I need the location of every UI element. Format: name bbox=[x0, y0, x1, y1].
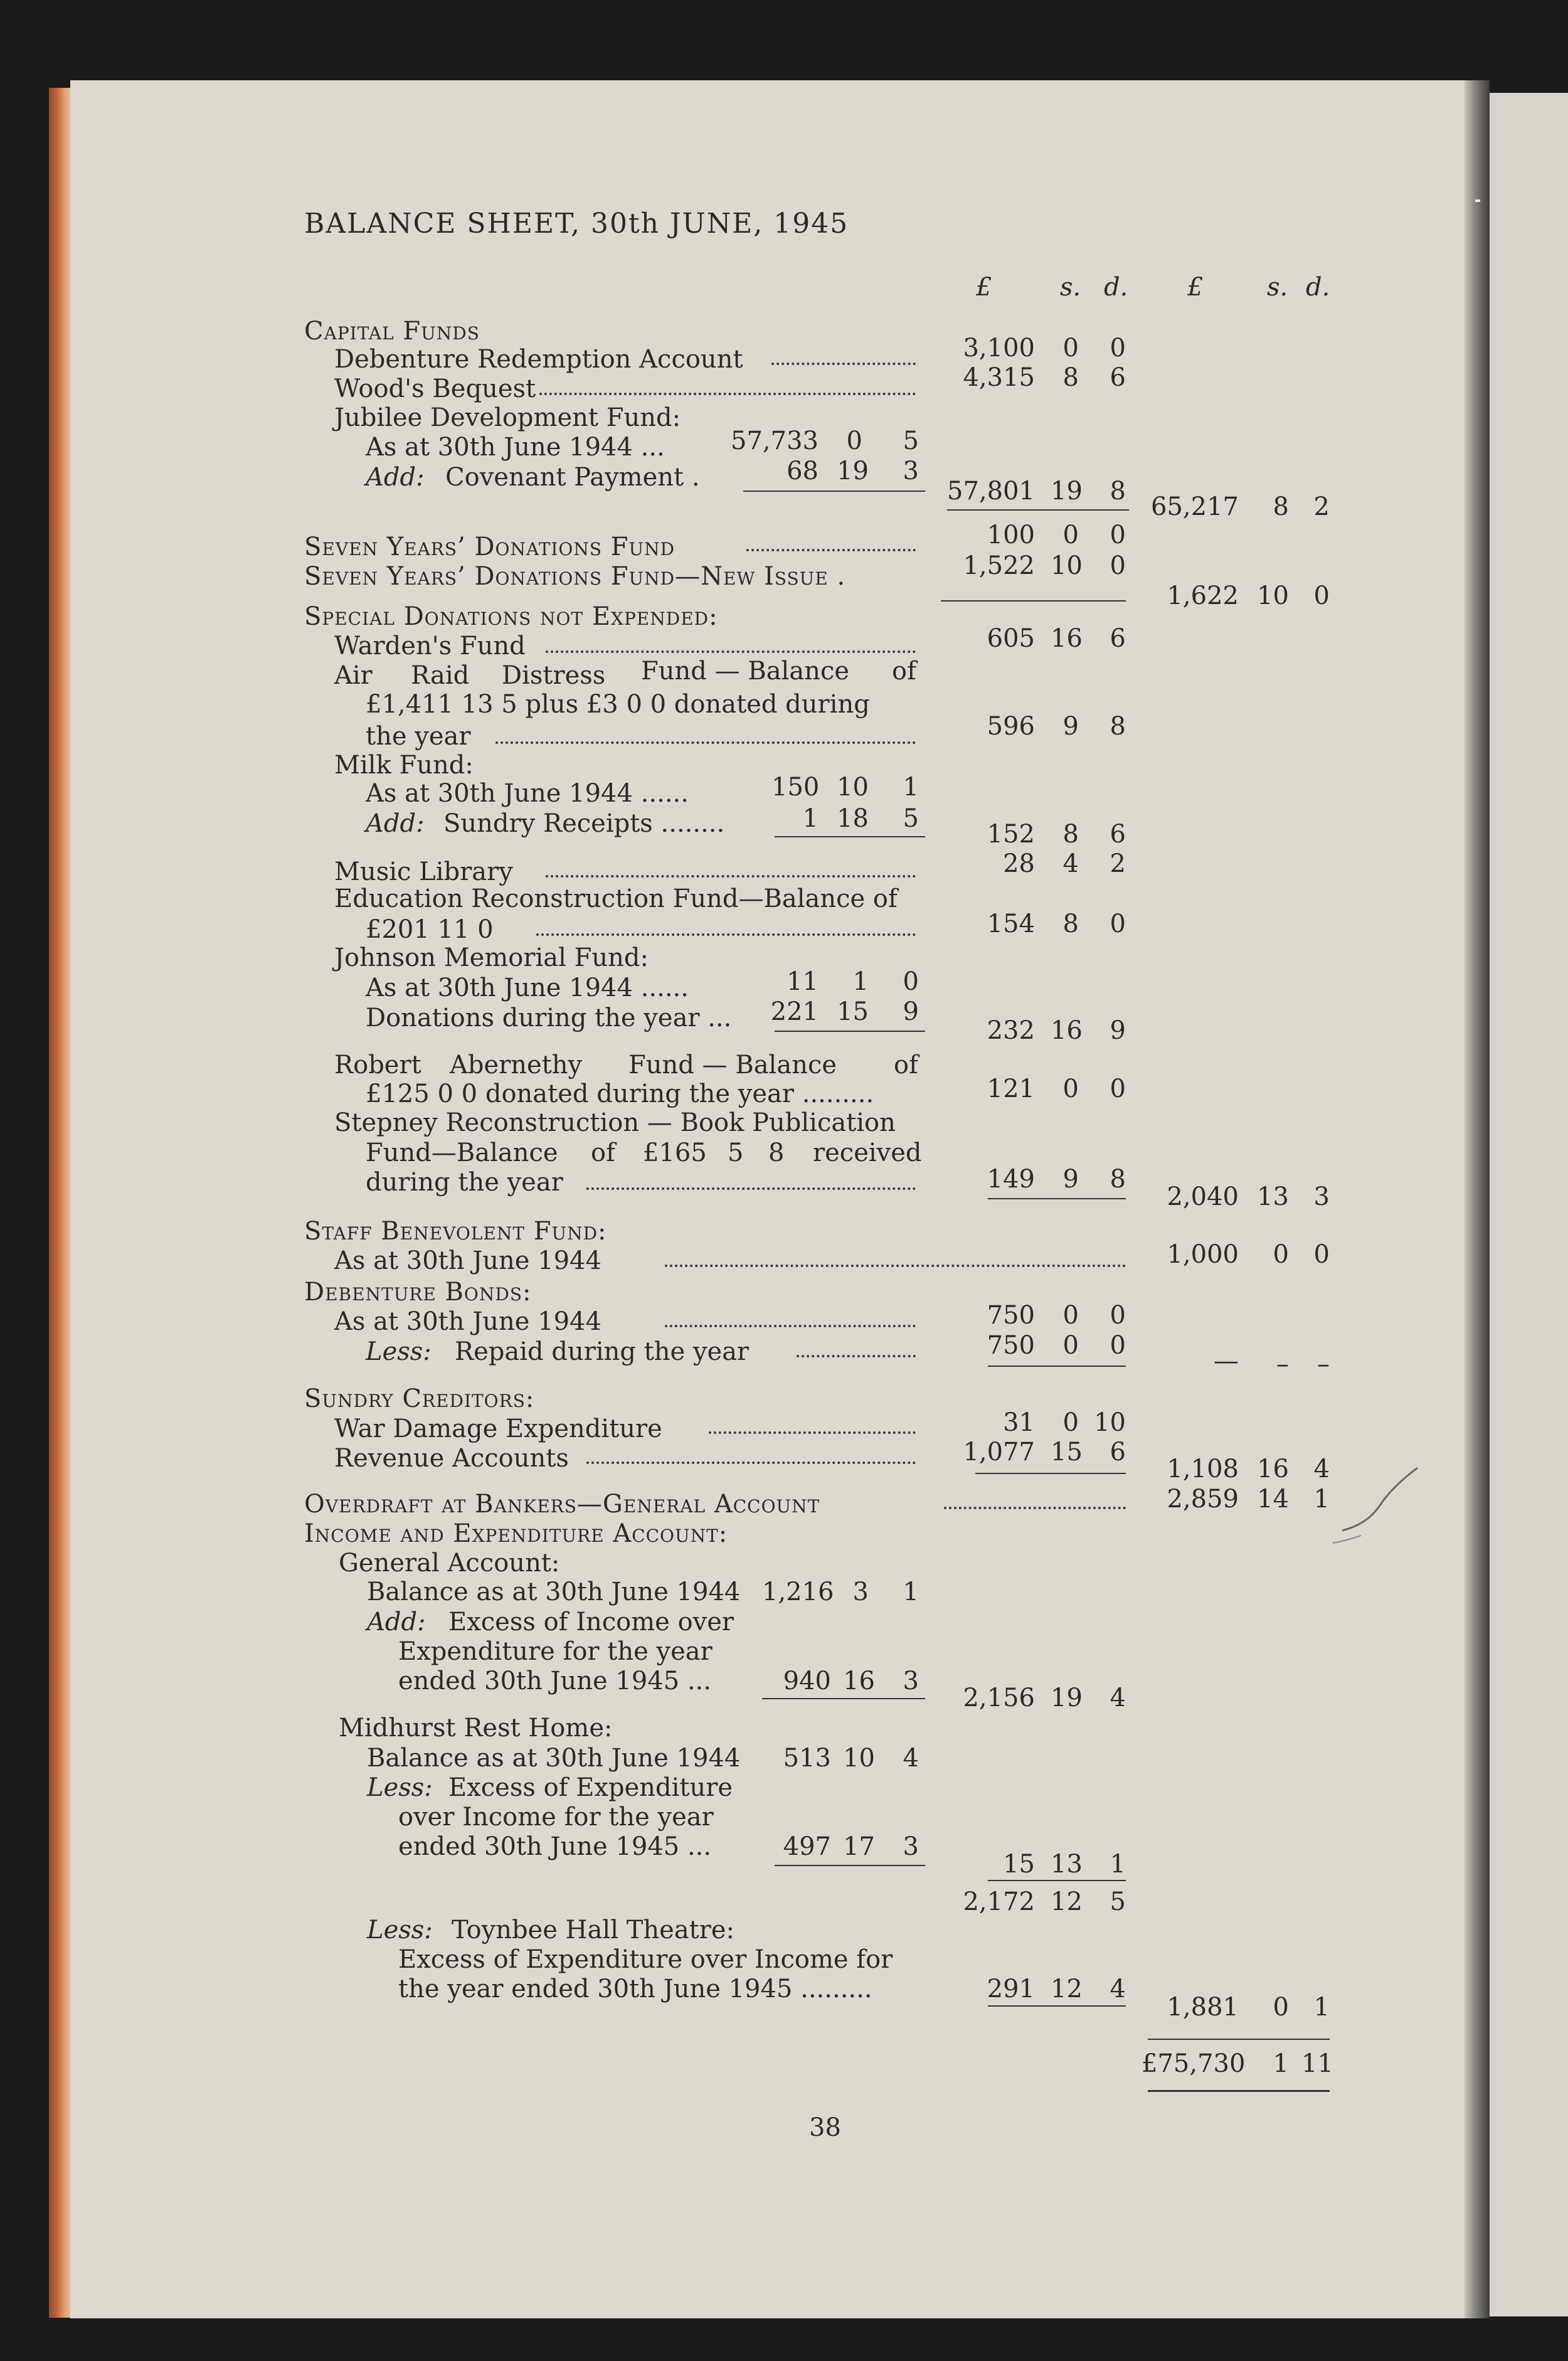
amt-pence: 9 bbox=[903, 997, 919, 1026]
income-expenditure-heading: Income and Expenditure Account: bbox=[304, 1519, 728, 1548]
amt-pounds: 152 bbox=[987, 820, 1035, 849]
jubilee-label: Jubilee Development Fund: bbox=[334, 403, 681, 432]
education-line2: £201 11 0 bbox=[366, 915, 494, 944]
subtotal-rule bbox=[988, 1880, 1126, 1881]
amt-pence: 5 bbox=[1110, 1887, 1126, 1916]
leader-dots bbox=[586, 1462, 916, 1464]
amt-pence: 6 bbox=[1110, 1438, 1126, 1467]
leader-dots bbox=[546, 875, 916, 878]
amt-pounds: 513 bbox=[783, 1744, 831, 1773]
amt-shillings: 16 bbox=[843, 1667, 875, 1695]
amt-pence: 0 bbox=[1110, 1074, 1126, 1103]
amt-pounds: 28 bbox=[1003, 849, 1035, 878]
stepney-line3: during the year bbox=[366, 1168, 563, 1197]
amt-pounds: 11 bbox=[787, 967, 818, 996]
add-line2: Expenditure for the year bbox=[398, 1637, 712, 1666]
leader-dots bbox=[665, 1325, 916, 1327]
johnson-fund-label: Johnson Memorial Fund: bbox=[334, 943, 649, 972]
col-header-pence-2: d. bbox=[1306, 273, 1330, 302]
amt-pence: 0 bbox=[1110, 1301, 1126, 1330]
amt-shillings: 19 bbox=[1051, 477, 1083, 506]
amt-pence: 1 bbox=[1110, 1850, 1126, 1879]
subtotal-rule bbox=[975, 1473, 1126, 1474]
outer-shillings-nil: – bbox=[1276, 1350, 1289, 1379]
outer-pence: 1 bbox=[1313, 1993, 1330, 2022]
woods-bequest-label: Wood's Bequest bbox=[334, 374, 536, 403]
outer-shillings: 13 bbox=[1257, 1182, 1289, 1211]
wardens-fund-label: Warden's Fund bbox=[334, 632, 526, 661]
less-prefix: Less: bbox=[366, 1337, 432, 1366]
amt-shillings: 10 bbox=[837, 773, 869, 802]
midhurst-balance-label: Balance as at 30th June 1944 bbox=[367, 1744, 741, 1773]
subtotal-rule bbox=[988, 1366, 1126, 1367]
air-raid-line3: the year bbox=[366, 722, 471, 751]
amt-pounds: 3,100 bbox=[963, 334, 1035, 363]
subtotal-rule bbox=[988, 2005, 1126, 2007]
amt-pence: 9 bbox=[1110, 1016, 1126, 1045]
total-rule-top bbox=[1148, 2039, 1330, 2040]
amt-shillings: 16 bbox=[1051, 1016, 1083, 1045]
sundry-creditors-heading: Sundry Creditors: bbox=[304, 1384, 535, 1413]
special-donations-heading: Special Donations not Expended: bbox=[304, 602, 718, 631]
subtotal-rule bbox=[941, 600, 1126, 602]
add-line1: Excess of Income over bbox=[448, 1608, 734, 1637]
amt-pounds: 1 bbox=[802, 804, 818, 833]
outer-pence: 0 bbox=[1313, 1240, 1330, 1269]
amt-pence: 5 bbox=[903, 804, 919, 833]
milk-as-at-label: As at 30th June 1944 ...... bbox=[366, 779, 689, 808]
outer-shillings: 16 bbox=[1257, 1455, 1289, 1483]
outer-shillings: 10 bbox=[1257, 581, 1289, 610]
amt-pounds: 291 bbox=[987, 1975, 1035, 2003]
amt-pence: 3 bbox=[903, 1832, 919, 1861]
air-raid-word: Air bbox=[334, 661, 373, 690]
leader-dots bbox=[536, 933, 916, 936]
amt-pence: 8 bbox=[1110, 477, 1126, 506]
air-raid-line2: £1,411 13 5 plus £3 0 0 donated during bbox=[366, 690, 870, 719]
amt-pounds: 31 bbox=[1003, 1408, 1035, 1437]
col-header-shillings-1: s. bbox=[1060, 273, 1081, 302]
stepney-word: of bbox=[591, 1138, 615, 1167]
air-raid-word: Raid bbox=[411, 661, 470, 690]
debenture-redemption-label: Debenture Redemption Account bbox=[334, 345, 743, 374]
music-library-label: Music Library bbox=[334, 857, 513, 886]
amt-shillings: 19 bbox=[1051, 1684, 1083, 1712]
amt-pence: 0 bbox=[1110, 1331, 1126, 1360]
leader-dots bbox=[746, 549, 916, 551]
toynbee-line1: Excess of Expenditure over Income for bbox=[398, 1945, 893, 1974]
amt-shillings: 13 bbox=[1051, 1850, 1083, 1879]
amt-pence: 3 bbox=[903, 457, 919, 485]
amt-shillings: 3 bbox=[852, 1578, 869, 1606]
amt-pence: 2 bbox=[1110, 849, 1126, 878]
leader-dots bbox=[546, 650, 916, 653]
amt-shillings: 0 bbox=[1062, 1301, 1079, 1330]
outer-pounds: 1,881 bbox=[1167, 1993, 1239, 2022]
amt-pence: 0 bbox=[1110, 334, 1126, 363]
amt-pounds: 232 bbox=[987, 1016, 1035, 1045]
amt-pounds: 497 bbox=[783, 1832, 831, 1861]
less-line1: Excess of Expenditure bbox=[448, 1773, 733, 1802]
stepney-word: Fund—Balance bbox=[366, 1138, 558, 1167]
war-damage-label: War Damage Expenditure bbox=[334, 1414, 662, 1443]
col-header-pounds-1: £ bbox=[976, 273, 992, 302]
col-header-pence-1: d. bbox=[1104, 273, 1128, 302]
amt-shillings: 10 bbox=[1051, 551, 1083, 580]
general-balance-label: Balance as at 30th June 1944 bbox=[367, 1578, 741, 1606]
toynbee-line2: the year ended 30th June 1945 ......... bbox=[398, 1975, 872, 2003]
leader-dots bbox=[539, 393, 916, 395]
amt-shillings: 8 bbox=[1062, 820, 1079, 849]
leader-dots bbox=[709, 1431, 916, 1434]
amt-pence: 3 bbox=[903, 1667, 919, 1695]
amt-shillings: 12 bbox=[1051, 1975, 1083, 2003]
less-line2: over Income for the year bbox=[398, 1803, 714, 1832]
sundry-receipts-label: Sundry Receipts ........ bbox=[443, 809, 725, 838]
jubilee-as-at-label: As at 30th June 1944 ... bbox=[366, 433, 665, 462]
outer-pounds: 1,000 bbox=[1167, 1240, 1239, 1269]
subtotal-rule bbox=[988, 1198, 1126, 1199]
amt-pounds: 154 bbox=[987, 910, 1035, 938]
amt-pence: 8 bbox=[1110, 1165, 1126, 1194]
outer-pence: 0 bbox=[1313, 581, 1330, 610]
leader-dots bbox=[495, 741, 916, 744]
bonds-as-at-label: As at 30th June 1944 bbox=[334, 1307, 601, 1336]
amt-pounds: 2,172 bbox=[963, 1887, 1035, 1916]
revenue-accounts-label: Revenue Accounts bbox=[334, 1444, 569, 1473]
amt-pence: 1 bbox=[903, 1578, 919, 1606]
pencil-check-mark-icon bbox=[1330, 1462, 1430, 1562]
covenant-payment-label: Covenant Payment . bbox=[445, 463, 700, 492]
subtotal-rule bbox=[743, 491, 925, 492]
amt-pounds: 149 bbox=[987, 1165, 1035, 1194]
amt-shillings: 10 bbox=[843, 1744, 875, 1773]
grand-total-shillings: 1 bbox=[1273, 2049, 1289, 2078]
milk-fund-label: Milk Fund: bbox=[334, 751, 474, 780]
subtotal-rule bbox=[762, 1698, 925, 1699]
amt-shillings: 0 bbox=[1062, 521, 1079, 549]
stepney-word: received bbox=[813, 1138, 922, 1167]
amt-shillings: 0 bbox=[846, 427, 862, 455]
amt-pounds: 2,156 bbox=[963, 1684, 1035, 1712]
leader-dots bbox=[665, 1265, 1126, 1267]
add-prefix: Add: bbox=[366, 463, 425, 492]
facing-page-edge bbox=[1490, 93, 1568, 2316]
outer-shillings: 14 bbox=[1257, 1485, 1289, 1514]
subtotal-rule bbox=[775, 1031, 925, 1032]
staff-benevolent-heading: Staff Benevolent Fund: bbox=[304, 1217, 607, 1246]
amt-pounds: 750 bbox=[987, 1331, 1035, 1360]
seven-years-fund-label: Seven Years’ Donations Fund bbox=[304, 533, 675, 561]
less-prefix: Less: bbox=[367, 1916, 433, 1945]
amt-shillings: 0 bbox=[1062, 1408, 1079, 1437]
amt-pounds: 605 bbox=[987, 624, 1035, 653]
outer-pence: 4 bbox=[1313, 1455, 1330, 1483]
amt-pounds: 150 bbox=[771, 773, 820, 802]
amt-shillings: 17 bbox=[843, 1832, 875, 1861]
grand-total-pence: 11 bbox=[1301, 2049, 1333, 2078]
amt-pounds: 57,801 bbox=[947, 477, 1035, 506]
education-line1: Education Reconstruction Fund—Balance of bbox=[334, 884, 898, 913]
outer-shillings: 0 bbox=[1273, 1240, 1289, 1269]
seven-years-new-issue-label: Seven Years’ Donations Fund—New Issue . bbox=[304, 562, 846, 591]
amt-shillings: 0 bbox=[1062, 334, 1079, 363]
air-raid-word: Distress bbox=[502, 661, 606, 690]
amt-pounds: 596 bbox=[987, 712, 1035, 741]
amt-pounds: 4,315 bbox=[963, 363, 1035, 392]
amt-pence: 0 bbox=[1110, 910, 1126, 938]
amt-pounds: 1,522 bbox=[963, 551, 1035, 580]
amt-pounds: 121 bbox=[987, 1074, 1035, 1103]
amt-shillings: 0 bbox=[1062, 1331, 1079, 1360]
amt-pence: 0 bbox=[1110, 521, 1126, 549]
outer-shillings: 0 bbox=[1273, 1993, 1289, 2022]
amt-pounds: 68 bbox=[787, 457, 818, 485]
amt-shillings: 8 bbox=[1062, 363, 1079, 392]
outer-pence: 1 bbox=[1313, 1485, 1330, 1514]
abernethy-word: Robert bbox=[334, 1051, 421, 1080]
outer-shillings: 8 bbox=[1273, 492, 1289, 521]
amt-shillings: 4 bbox=[1062, 849, 1079, 878]
amt-pounds: 750 bbox=[987, 1301, 1035, 1330]
general-account-label: General Account: bbox=[339, 1549, 560, 1578]
abernethy-line2: £125 0 0 donated during the year ......... bbox=[366, 1080, 874, 1108]
leader-dots bbox=[797, 1355, 916, 1357]
amt-pounds: 57,733 bbox=[731, 427, 818, 455]
amt-pence: 1 bbox=[903, 773, 919, 802]
amt-shillings: 18 bbox=[837, 804, 869, 833]
subtotal-rule bbox=[947, 509, 1129, 511]
amt-shillings: 0 bbox=[1062, 1074, 1079, 1103]
less-line3: ended 30th June 1945 ... bbox=[398, 1832, 712, 1861]
amt-pounds: 1,216 bbox=[762, 1578, 834, 1606]
page-number: 38 bbox=[809, 2113, 841, 2142]
midhurst-label: Midhurst Rest Home: bbox=[339, 1714, 613, 1743]
less-prefix: Less: bbox=[367, 1773, 433, 1802]
stepney-word: £165 bbox=[643, 1138, 707, 1167]
air-raid-word: Fund — Balance bbox=[641, 657, 850, 686]
amt-pence: 8 bbox=[1110, 712, 1126, 741]
amt-shillings: 16 bbox=[1051, 624, 1083, 653]
page-title: BALANCE SHEET, 30th JUNE, 1945 bbox=[304, 208, 849, 240]
outer-pounds: 2,859 bbox=[1167, 1485, 1239, 1514]
outer-pence-nil: – bbox=[1317, 1350, 1330, 1379]
leader-dots bbox=[944, 1507, 1126, 1509]
outer-pounds: 1,622 bbox=[1167, 581, 1239, 610]
amt-pence: 5 bbox=[903, 427, 919, 455]
abernethy-word: Abernethy bbox=[450, 1051, 583, 1080]
amt-pence: 0 bbox=[1110, 551, 1126, 580]
amt-pence: 0 bbox=[903, 967, 919, 996]
debenture-bonds-heading: Debenture Bonds: bbox=[304, 1278, 532, 1307]
leader-dots bbox=[586, 1187, 916, 1190]
amt-pounds: 1,077 bbox=[963, 1438, 1035, 1467]
abernethy-word: of bbox=[894, 1051, 918, 1080]
add-prefix: Add: bbox=[367, 1608, 426, 1637]
stepney-word: 8 bbox=[768, 1138, 785, 1167]
amt-shillings: 19 bbox=[837, 457, 869, 485]
amt-pounds: 221 bbox=[770, 997, 818, 1026]
subtotal-rule bbox=[775, 836, 925, 837]
col-header-shillings-2: s. bbox=[1267, 273, 1288, 302]
abernethy-word: Fund — Balance bbox=[628, 1051, 837, 1080]
amt-shillings: 9 bbox=[1062, 1165, 1079, 1194]
add-prefix: Add: bbox=[366, 809, 425, 838]
outer-pounds: 65,217 bbox=[1151, 492, 1239, 521]
page-fold-shadow bbox=[1465, 80, 1490, 2318]
page-marker bbox=[1475, 199, 1480, 202]
stepney-word: 5 bbox=[728, 1138, 744, 1167]
col-header-pounds-2: £ bbox=[1187, 273, 1204, 302]
amt-shillings: 9 bbox=[1062, 712, 1079, 741]
amt-pence: 4 bbox=[1110, 1684, 1126, 1712]
amt-pence: 6 bbox=[1110, 624, 1126, 653]
amt-shillings: 15 bbox=[837, 997, 869, 1026]
amt-pounds: 15 bbox=[1003, 1850, 1035, 1879]
toynbee-label: Toynbee Hall Theatre: bbox=[452, 1916, 735, 1945]
leader-dots bbox=[771, 363, 916, 365]
amt-pence: 10 bbox=[1094, 1408, 1126, 1437]
amt-pence: 4 bbox=[903, 1744, 919, 1773]
staff-as-at-label: As at 30th June 1944 bbox=[334, 1246, 601, 1275]
johnson-donations-label: Donations during the year ... bbox=[366, 1004, 732, 1032]
amt-pence: 6 bbox=[1110, 363, 1126, 392]
stepney-line1: Stepney Reconstruction — Book Publication bbox=[334, 1108, 896, 1137]
amt-pounds: 940 bbox=[783, 1667, 831, 1695]
outer-pounds: 2,040 bbox=[1167, 1182, 1239, 1211]
add-line3: ended 30th June 1945 ... bbox=[398, 1667, 712, 1695]
outer-pounds: 1,108 bbox=[1167, 1455, 1239, 1483]
amt-shillings: 8 bbox=[1062, 910, 1079, 938]
total-rule-bottom bbox=[1148, 2090, 1330, 2092]
amt-shillings: 1 bbox=[852, 967, 869, 996]
outer-pence: 3 bbox=[1313, 1182, 1330, 1211]
repaid-label: Repaid during the year bbox=[455, 1337, 750, 1366]
overdraft-label: Overdraft at Bankers—General Account bbox=[304, 1490, 820, 1519]
capital-heading: Capital Funds bbox=[304, 317, 480, 346]
air-raid-word: of bbox=[892, 657, 916, 686]
johnson-as-at-label: As at 30th June 1944 ...... bbox=[366, 974, 689, 1002]
amt-shillings: 15 bbox=[1051, 1438, 1083, 1467]
amt-shillings: 12 bbox=[1051, 1887, 1083, 1916]
subtotal-rule bbox=[775, 1865, 925, 1866]
outer-pounds-nil: — bbox=[1214, 1347, 1239, 1376]
grand-total-pounds: £75,730 bbox=[1142, 2049, 1246, 2078]
amt-pence: 6 bbox=[1110, 820, 1126, 849]
amt-pence: 4 bbox=[1110, 1975, 1126, 2003]
amt-pounds: 100 bbox=[987, 521, 1035, 549]
outer-pence: 2 bbox=[1313, 492, 1330, 521]
